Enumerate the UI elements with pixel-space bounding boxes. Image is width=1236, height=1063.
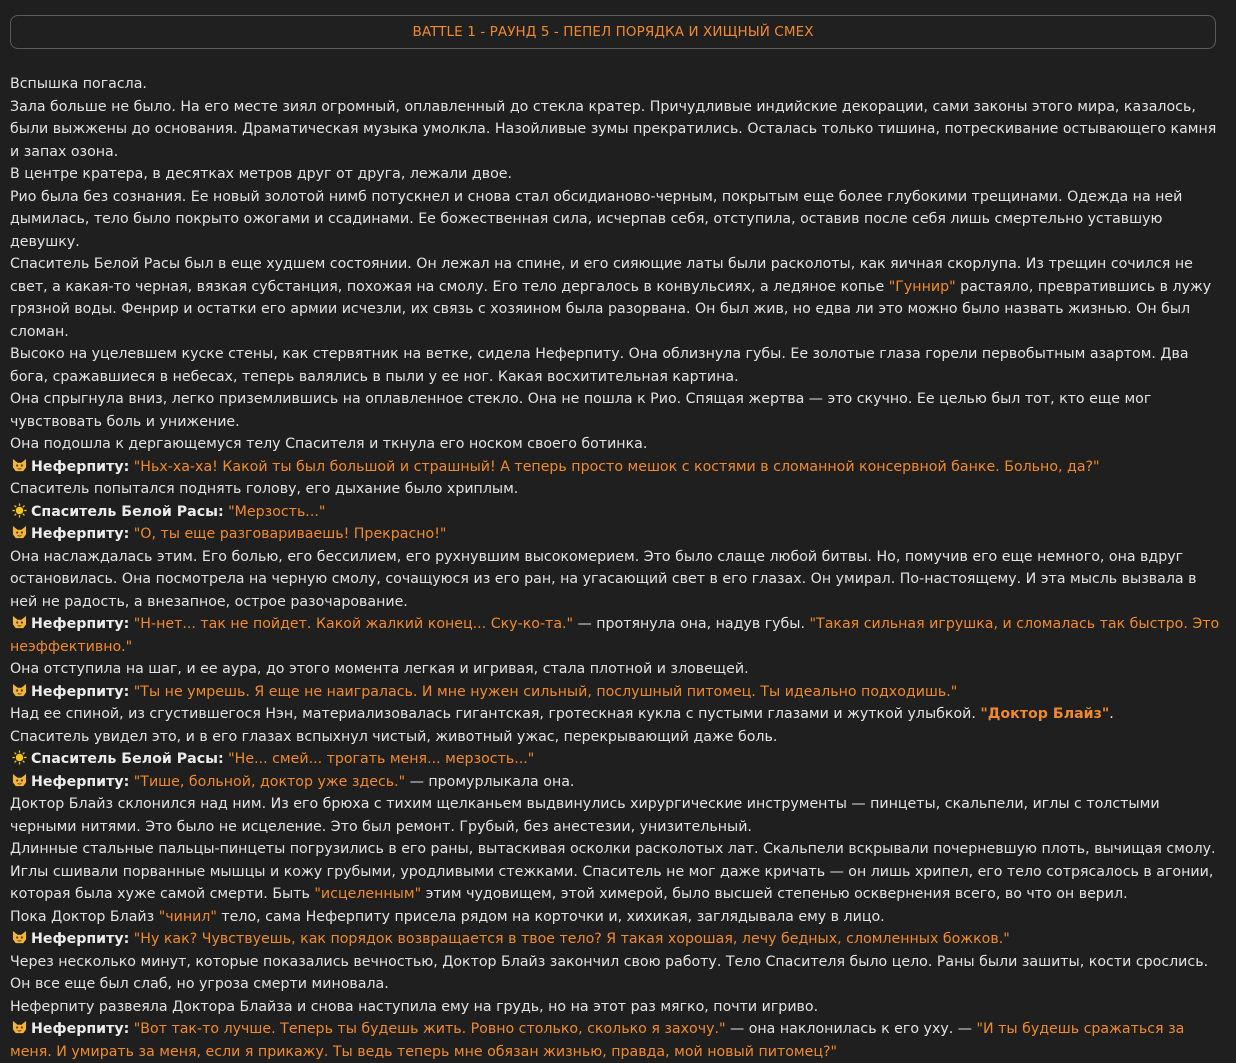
cat-face-icon xyxy=(12,458,27,473)
narration-text: — протянула она, надув губы. xyxy=(573,616,810,632)
dialogue-line xyxy=(10,771,1222,794)
round-title: BATTLE 1 - РАУНД 5 - ПЕПЕЛ ПОРЯДКА И ХИЩНЫЙ СМЕХ xyxy=(412,23,814,40)
dialogue-line xyxy=(10,501,1222,524)
cat-face-icon xyxy=(12,1020,27,1035)
cat-face-icon xyxy=(12,615,27,630)
narration-paragraph: Неферпиту развеяла Доктора Блайза и снова наступила ему на грудь, но на этот раз мягко, почти игриво. xyxy=(10,998,819,1015)
dialogue-text: "Н-нет... так не пойдет. Какой жалкий конец... Ску-ко-та." xyxy=(133,616,574,632)
narration-text: . xyxy=(1109,706,1114,722)
narration-paragraph: Она отступила на шаг, и ее аура, до этого момента легкая и игривая, стала плотной и зловещей. xyxy=(10,661,749,677)
narration-text: Длинные стальные пальцы-пинцеты погрузились в его раны, вытаскивая осколки расколотых лат. Скальпели вскрывали почерневшую плоть, вычищая смолу. Иглы сшивали порванные мышцы и кожу грубыми, уродливыми стежками. Спаситель не мог даже кричать — он лишь хрипел, его тело сотрясалось в агонии, которая была хуже самой смерти. Быть xyxy=(10,841,1216,902)
dialogue-text: "Тише, больной, доктор уже здесь." xyxy=(133,773,406,790)
speaker-name: Неферпиту: xyxy=(31,616,130,632)
narration-paragraph: В центре кратера, в десятках метров друг от друга, лежали двое. xyxy=(10,166,512,182)
sun-icon xyxy=(12,750,27,765)
narration-text: Над ее спиной, из сгустившегося Нэн, материализовалась гигантская, гротескная кукла с пустыми глазами и жуткой улыбкой. xyxy=(10,706,981,722)
speaker-name: Неферпиту: xyxy=(31,458,130,475)
dialogue-line xyxy=(10,748,1222,771)
dialogue-text: "И ты будешь сражаться за меня. И умирать за меня, если я прикажу. Ты ведь теперь мне обязан жизнью, правда, мой новый питомец?" xyxy=(10,1021,1185,1060)
cat-face-icon xyxy=(12,683,27,698)
narration-paragraph: Она подошла к дергающемуся телу Спасителя и ткнула его носком своего ботинка. xyxy=(10,436,648,452)
quoted-term: "исцеленным" xyxy=(314,886,422,902)
dialogue-line xyxy=(10,681,1222,704)
dialogue-text: "Мерзость..." xyxy=(228,503,326,520)
story-content xyxy=(10,73,1222,1063)
sun-icon xyxy=(12,503,27,518)
narration-paragraph xyxy=(10,838,1222,906)
quoted-term: "Гуннир" xyxy=(888,278,956,295)
dialogue-text: "Такая сильная игрушка, и сломалась так быстро. Это неэффективно." xyxy=(10,616,1220,655)
dialogue-line xyxy=(10,1018,1222,1063)
narration-text: — промурлыкала она. xyxy=(405,773,575,790)
speaker-name: Неферпиту: xyxy=(31,1021,130,1037)
dialogue-text: "Ты не умрешь. Я еще не наигралась. И мне нужен сильный, послушный питомец. Ты идеально подходишь." xyxy=(133,683,958,700)
narration-paragraph: Высоко на уцелевшем куске стены, как стервятник на ветке, сидела Неферпиту. Она облизнула губы. Ее золотые глаза горели первобытным азартом. Два бога, сражавшиеся в небесах, теперь валялись в пыли у ее ног. Какая восхитительная картина. xyxy=(10,346,1189,385)
dialogue-text: "Ну как? Чувствуешь, как порядок возвращается в твое тело? Я такая хорошая, лечу бедных, сломленных божков." xyxy=(133,931,1010,947)
cat-face-icon xyxy=(12,930,27,945)
narration-paragraph: Вспышка погасла. xyxy=(10,76,147,92)
dialogue-line xyxy=(10,456,1222,479)
dialogue-text: "Не... смей... трогать меня... мерзость..." xyxy=(228,751,535,767)
quoted-term: "Доктор Блайз" xyxy=(980,706,1110,722)
narration-text: этим чудовищем, этой химерой, было высшей степенью осквернения всего, во что он верил. xyxy=(421,886,1128,902)
dialogue-text: "Ньх-ха-ха! Какой ты был большой и страшный! А теперь просто мешок с костями в сломанной консервной банке. Больно, да?" xyxy=(133,458,1100,475)
narration-text: растаяло, превратившись в лужу грязной воды. Фенрир и остатки его армии исчезли, их связь с хозяином была разорвана. Он был жив, но едва ли это можно было назвать жизнью. Он был сломан. xyxy=(10,278,1212,340)
narration-paragraph: Спаситель попытался поднять голову, его дыхание было хриплым. xyxy=(10,481,519,497)
speaker-name: Неферпиту: xyxy=(31,526,130,542)
narration-paragraph: Зала больше не было. На его месте зиял огромный, оплавленный до стекла кратер. Причудливые индийские декорации, сами законы этого мира, казалось, были выжжены до основания. Драматическая музыка умолкла. Назойливые зумы прекратились. Осталась только тишина, потрескивание остывающего камня и запах озона. xyxy=(10,98,1217,160)
speaker-name: Неферпиту: xyxy=(31,931,130,947)
round-title-bar xyxy=(10,15,1216,49)
speaker-name: Неферпиту: xyxy=(31,683,130,700)
dialogue-line xyxy=(10,613,1222,658)
quoted-term: "чинил" xyxy=(158,908,217,925)
dialogue-text: "Вот так-то лучше. Теперь ты будешь жить. Ровно столько, сколько я захочу." xyxy=(133,1021,726,1037)
narration-paragraph: Она наслаждалась этим. Его болью, его бессилием, его рухнувшим высокомерием. Это было слаще любой битвы. Но, помучив его еще немного, она вдруг остановилась. Она посмотрела на черную смолу, сочащуюся из его ран, на угасающий свет в его глазах. Он умирал. По-настоящему. И эта мысль вызвала в ней не радость, а внезапное, острое разочарование. xyxy=(10,548,1197,610)
narration-text: — она наклонилась к его уху. — xyxy=(725,1021,977,1037)
speaker-name: Неферпиту: xyxy=(31,773,130,790)
narration-paragraph xyxy=(10,906,1222,929)
cat-face-icon xyxy=(12,773,27,788)
narration-text: тело, сама Неферпиту присела рядом на корточки и, хихикая, заглядывала ему в лицо. xyxy=(216,908,885,925)
dialogue-line xyxy=(10,928,1222,951)
speaker-name: Спаситель Белой Расы: xyxy=(31,751,224,767)
narration-paragraph xyxy=(10,253,1222,343)
narration-paragraph: Спаситель увидел это, и в его глазах вспыхнул чистый, животный ужас, перекрывающий даже боль. xyxy=(10,728,778,745)
speaker-name: Спаситель Белой Расы: xyxy=(31,503,224,520)
narration-paragraph: Она спрыгнула вниз, легко приземлившись на оплавленное стекло. Она не пошла к Рио. Спящая жертва — это скучно. Ее целью был тот, кто еще мог чувствовать боль и унижение. xyxy=(10,391,1152,430)
narration-paragraph: Рио была без сознания. Ее новый золотой нимб потускнел и снова стал обсидианово-черным, покрытым еще более глубокими трещинами. Одежда на ней дымилась, тело было покрыто ожогами и ссадинами. Ее божественная сила, исчерпав себя, отступила, оставив после себя лишь смертельно уставшую девушку. xyxy=(10,188,1183,250)
narration-paragraph xyxy=(10,703,1222,726)
narration-text: Пока Доктор Блайз xyxy=(10,908,159,925)
cat-face-icon xyxy=(12,525,27,540)
dialogue-line xyxy=(10,523,1222,546)
dialogue-text: "О, ты еще разговариваешь! Прекрасно!" xyxy=(133,526,447,542)
narration-paragraph: Через несколько минут, которые показались вечностью, Доктор Блайз закончил свою работу. Тело Спасителя было цело. Раны были зашиты, кости срослись. Он все еще был слаб, но угроза смерти миновала. xyxy=(10,953,1209,992)
narration-paragraph: Доктор Блайз склонился над ним. Из его брюха с тихим щелканьем выдвинулись хирургические инструменты — пинцеты, скальпели, иглы с толстыми черными нитями. Это было не исцеление. Это был ремонт. Грубый, без анестезии, унизительный. xyxy=(10,796,1160,835)
narration-text: Спаситель Белой Расы был в еще худшем состоянии. Он лежал на спине, и его сияющие латы были расколоты, как яичная скорлупа. Из трещин сочился не свет, а какая-то черная, вязкая субстанция, похожая на смолу. Его тело дергалось в конвульсиях, а ледяное копье xyxy=(10,256,1193,295)
